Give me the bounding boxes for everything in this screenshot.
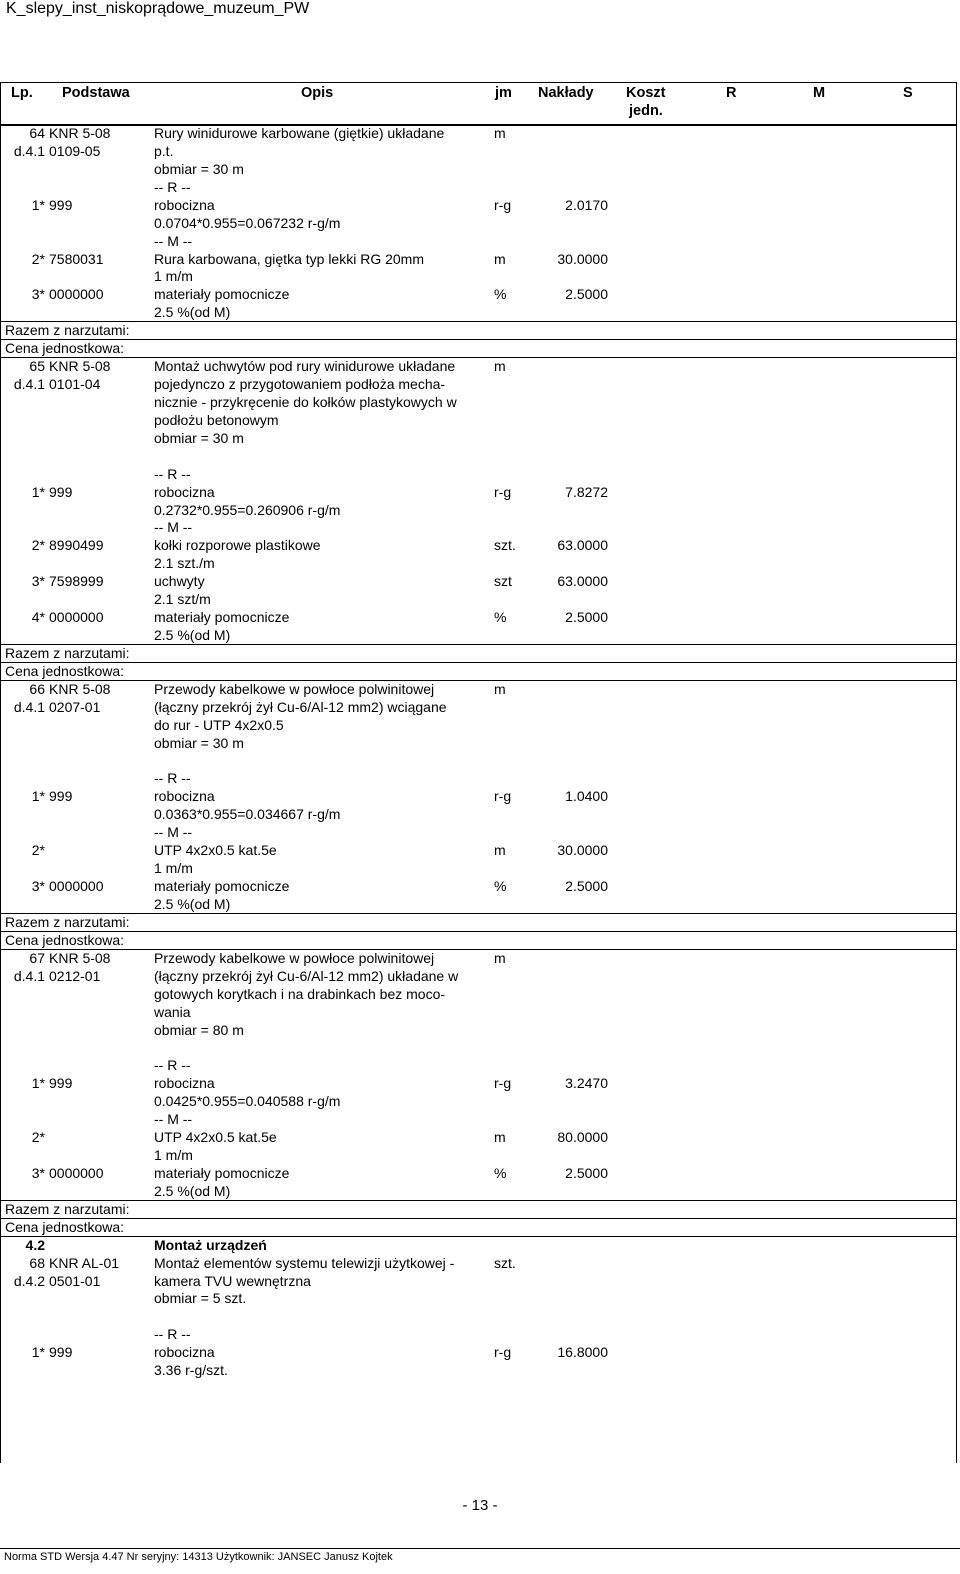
table-row — [1, 1128, 956, 1146]
cell-podstawa: 0212-01 — [49, 967, 101, 984]
cell-naklady: 3.2470 — [565, 1075, 608, 1092]
table-row — [1, 1038, 956, 1056]
cell-opis: -- M -- — [154, 519, 193, 536]
cell-naklady: 63.0000 — [557, 537, 608, 554]
table-row — [1, 554, 956, 572]
cell-podstawa: KNR 5-08 — [49, 358, 111, 375]
cell-opis: 1 m/m — [154, 268, 193, 285]
cell-opis: obmiar = 30 m — [154, 429, 244, 446]
cell-opis: kamera TVU wewnętrzna — [154, 1272, 311, 1289]
cell-opis: robocizna — [154, 1344, 215, 1361]
table-row — [1, 769, 956, 787]
cell-podstawa: 0101-04 — [49, 376, 101, 393]
table-row — [1, 823, 956, 841]
summary-row — [1, 931, 956, 949]
row-divider — [1, 931, 956, 932]
header-s: S — [903, 85, 913, 101]
row-divider — [1, 1200, 956, 1201]
cell-podstawa: 0000000 — [49, 1164, 104, 1181]
summary-row — [1, 321, 956, 339]
table-row — [1, 1021, 956, 1039]
cell-lp: 3* — [31, 1164, 45, 1181]
cell-naklady: 2.5000 — [565, 609, 608, 626]
cell-opis: UTP 4x2x0.5 kat.5e — [154, 842, 277, 859]
row-divider — [1, 1218, 956, 1219]
cell-podstawa: 999 — [49, 1344, 73, 1361]
table-row — [1, 1289, 956, 1307]
cell-opis: podłożu betonowym — [154, 411, 279, 428]
cell-opis: 1 m/m — [154, 1147, 193, 1163]
table-row — [1, 393, 956, 411]
cell-naklady: 2.5000 — [565, 878, 608, 895]
row-divider — [1, 913, 956, 914]
table-row — [1, 501, 956, 519]
cell-lp: 3* — [31, 286, 45, 303]
row-divider — [1, 357, 956, 358]
file-title: K_slepy_inst_niskoprądowe_muzeum_PW — [6, 0, 310, 17]
table-row — [1, 985, 956, 1003]
cell-podstawa: KNR AL-01 — [49, 1254, 120, 1271]
cell-lp: d.4.1 — [13, 967, 45, 984]
cell-lp: d.4.1 — [13, 698, 45, 715]
table-row — [1, 160, 956, 178]
table-row — [1, 178, 956, 196]
cell-lp: 1* — [31, 1344, 45, 1361]
table-row — [1, 465, 956, 483]
table-row — [1, 1361, 956, 1379]
cell-opis: robocizna — [154, 788, 215, 805]
cell-jm: szt — [494, 573, 512, 590]
cell-opis: obmiar = 80 m — [154, 1021, 244, 1038]
cell-naklady: 1.0400 — [565, 788, 608, 805]
summary-label: Cena jednostkowa: — [5, 662, 125, 679]
table-row — [1, 590, 956, 608]
table-row — [1, 483, 956, 501]
table-row — [1, 375, 956, 393]
cell-podstawa: 999 — [49, 196, 73, 213]
cell-lp: 4* — [31, 609, 45, 626]
cell-opis: -- R -- — [154, 178, 191, 195]
cell-jm: r-g — [494, 483, 512, 500]
table-row — [1, 429, 956, 447]
footer-text: Norma STD Wersja 4.47 Nr seryjny: 14313 Użytkownik: JANSEC Janusz Kojtek — [4, 1551, 393, 1563]
summary-label: Cena jednostkowa: — [5, 340, 125, 357]
cost-estimate-table — [0, 82, 957, 1463]
row-divider — [1, 949, 956, 950]
cell-opis: Montaż elementów systemu telewizji użytkowej - — [154, 1254, 455, 1271]
cell-jm: % — [494, 1164, 507, 1181]
cell-opis: -- R -- — [154, 1057, 191, 1074]
table-row — [1, 967, 956, 985]
table-row — [1, 716, 956, 734]
cell-opis: 0.0704*0.955=0.067232 r-g/m — [154, 214, 341, 231]
header-koszt: Koszt — [626, 85, 666, 101]
cell-podstawa: 0207-01 — [49, 698, 101, 715]
cell-lp: 2* — [31, 842, 45, 859]
cell-opis: -- R -- — [154, 1326, 191, 1343]
cell-opis: gotowych korytkach i na drabinkach bez moco- — [154, 985, 446, 1002]
table-row — [1, 411, 956, 429]
table-row — [1, 859, 956, 877]
header-podstawa: Podstawa — [62, 85, 130, 101]
table-row — [1, 518, 956, 536]
table-row — [1, 1325, 956, 1343]
cell-podstawa: 0501-01 — [49, 1272, 101, 1289]
table-row — [1, 447, 956, 465]
cell-podstawa: 0109-05 — [49, 142, 101, 159]
cell-jm: m — [494, 358, 506, 375]
cell-jm: m — [494, 1129, 506, 1146]
table-row — [1, 536, 956, 554]
cell-opis: wania — [154, 1003, 191, 1020]
cell-naklady: 2.5000 — [565, 1164, 608, 1181]
cell-opis: 3.36 r-g/szt. — [154, 1362, 228, 1379]
header-jm: jm — [495, 85, 512, 101]
cell-lp: 65 — [29, 358, 45, 375]
summary-row — [1, 662, 956, 680]
cell-opis: -- M -- — [154, 232, 193, 249]
cell-opis: Przewody kabelkowe w powłoce polwinitowej — [154, 680, 435, 697]
cell-jm: m — [494, 125, 506, 141]
table-row — [1, 357, 956, 375]
cell-opis: (łączny przekrój żył Cu-6/Al-12 mm2) układane w — [154, 967, 459, 984]
summary-label: Razem z narzutami: — [5, 322, 130, 339]
cell-naklady: 2.5000 — [565, 286, 608, 303]
cell-opis: robocizna — [154, 1075, 215, 1092]
cell-opis: kołki rozporowe plastikowe — [154, 537, 321, 554]
cell-podstawa: 7598999 — [49, 573, 104, 590]
table-row — [1, 895, 956, 913]
cell-opis: -- R -- — [154, 465, 191, 482]
summary-label: Razem z narzutami: — [5, 1200, 130, 1217]
table-row — [1, 680, 956, 698]
cell-opis: obmiar = 30 m — [154, 160, 244, 177]
table-row — [1, 1307, 956, 1325]
table-row — [1, 285, 956, 303]
cell-lp: 67 — [29, 949, 45, 966]
table-row — [1, 1254, 956, 1272]
cell-naklady: 30.0000 — [557, 842, 608, 859]
cell-lp: 3* — [31, 878, 45, 895]
cell-podstawa: 999 — [49, 788, 73, 805]
cell-opis: -- M -- — [154, 824, 193, 841]
table-row — [1, 303, 956, 321]
cell-lp: 1* — [31, 788, 45, 805]
table-row — [1, 142, 956, 160]
cell-opis: -- M -- — [154, 1111, 193, 1128]
summary-row — [1, 1218, 956, 1236]
cell-jm: r-g — [494, 196, 512, 213]
cell-jm: % — [494, 286, 507, 303]
cell-jm: m — [494, 250, 506, 267]
header-lp: Lp. — [11, 85, 33, 101]
cell-podstawa: 7580031 — [49, 250, 104, 267]
cell-opis: 0.0363*0.955=0.034667 r-g/m — [154, 806, 341, 823]
cell-lp: 1* — [31, 1075, 45, 1092]
cell-lp: d.4.1 — [13, 376, 45, 393]
table-row — [1, 1110, 956, 1128]
cell-lp: 3* — [31, 573, 45, 590]
cell-opis: materiały pomocnicze — [154, 878, 290, 895]
cell-naklady: 80.0000 — [557, 1129, 608, 1146]
cell-lp: 2* — [31, 537, 45, 554]
row-divider — [1, 662, 956, 663]
table-row — [1, 1003, 956, 1021]
cell-podstawa: 8990499 — [49, 537, 104, 554]
cell-opis: 0.2732*0.955=0.260906 r-g/m — [154, 501, 341, 518]
table-row — [1, 1164, 956, 1182]
cell-lp: 4.2 — [25, 1236, 45, 1253]
cell-opis: robocizna — [154, 196, 215, 213]
summary-row — [1, 1200, 956, 1218]
cell-jm: m — [494, 680, 506, 697]
cell-jm: r-g — [494, 1344, 512, 1361]
cell-opis: materiały pomocnicze — [154, 1164, 290, 1181]
cell-opis: 2.5 %(od M) — [154, 1182, 231, 1199]
cell-opis: materiały pomocnicze — [154, 286, 290, 303]
table-row — [1, 1074, 956, 1092]
table-row — [1, 698, 956, 716]
cell-opis: 2.5 %(od M) — [154, 304, 231, 321]
cell-lp: d.4.2 — [13, 1272, 45, 1289]
table-row — [1, 1092, 956, 1110]
cell-jm: szt. — [494, 1254, 516, 1271]
cell-jm: % — [494, 878, 507, 895]
cell-podstawa: 0000000 — [49, 286, 104, 303]
table-row — [1, 841, 956, 859]
cell-naklady: 30.0000 — [557, 250, 608, 267]
footer-divider — [0, 1548, 960, 1549]
summary-label: Razem z narzutami: — [5, 913, 130, 930]
cell-lp: 2* — [31, 1129, 45, 1146]
cell-podstawa: 999 — [49, 483, 73, 500]
cell-podstawa: 999 — [49, 1075, 73, 1092]
cell-lp: 66 — [29, 680, 45, 697]
cell-opis: Przewody kabelkowe w powłoce polwinitowej — [154, 949, 435, 966]
cell-opis: p.t. — [154, 142, 174, 159]
cell-opis: (łączny przekrój żył Cu-6/Al-12 mm2) wciągane — [154, 698, 447, 715]
cell-opis: pojedynczo z przygotowaniem podłoża mecha- — [154, 376, 446, 393]
cell-opis: 2.5 %(od M) — [154, 627, 231, 644]
cell-jm: szt. — [494, 537, 516, 554]
table-row — [1, 787, 956, 805]
table-row — [1, 572, 956, 590]
cell-lp: 2* — [31, 250, 45, 267]
table-row — [1, 626, 956, 644]
row-divider — [1, 680, 956, 681]
cell-podstawa: 0000000 — [49, 609, 104, 626]
cell-lp: 64 — [29, 125, 45, 141]
cell-opis: 2.1 szt./m — [154, 555, 215, 572]
row-divider — [1, 124, 956, 125]
header-m: M — [813, 85, 826, 101]
cell-podstawa: 0000000 — [49, 878, 104, 895]
cell-podstawa: KNR 5-08 — [49, 949, 111, 966]
cell-naklady: 7.8272 — [565, 483, 608, 500]
cell-jm: m — [494, 842, 506, 859]
summary-row — [1, 913, 956, 931]
cell-lp: d.4.1 — [13, 142, 45, 159]
table-header — [1, 82, 956, 126]
summary-row — [1, 644, 956, 662]
table-row — [1, 1182, 956, 1200]
cell-opis: Montaż urządzeń — [154, 1236, 267, 1253]
cell-naklady: 16.8000 — [557, 1344, 608, 1361]
cell-opis: nicznie - przykręcenie do kołków plastykowych w — [154, 393, 457, 410]
cell-opis: UTP 4x2x0.5 kat.5e — [154, 1129, 277, 1146]
table-row — [1, 1236, 956, 1254]
table-row — [1, 877, 956, 895]
row-divider — [1, 339, 956, 340]
table-row — [1, 1343, 956, 1361]
table-row — [1, 1146, 956, 1164]
table-row — [1, 805, 956, 823]
cell-opis: Rury winidurowe karbowane (giętkie) układane — [154, 125, 445, 141]
cell-opis: obmiar = 5 szt. — [154, 1290, 247, 1307]
cell-opis: 2.1 szt/m — [154, 591, 211, 608]
table-row — [1, 124, 956, 142]
header-r: R — [726, 85, 737, 101]
cell-podstawa: KNR 5-08 — [49, 680, 111, 697]
cell-jm: r-g — [494, 788, 512, 805]
table-row — [1, 608, 956, 626]
cell-naklady: 2.0170 — [565, 196, 608, 213]
table-row — [1, 250, 956, 268]
cell-naklady: 63.0000 — [557, 573, 608, 590]
summary-row — [1, 339, 956, 357]
cell-opis: do rur - UTP 4x2x0.5 — [154, 716, 284, 733]
cell-opis: 2.5 %(od M) — [154, 895, 231, 912]
table-row — [1, 752, 956, 770]
cell-opis: robocizna — [154, 483, 215, 500]
cell-lp: 1* — [31, 483, 45, 500]
summary-label: Razem z narzutami: — [5, 644, 130, 661]
cell-opis: materiały pomocnicze — [154, 609, 290, 626]
table-row — [1, 232, 956, 250]
row-divider — [1, 1236, 956, 1237]
table-row — [1, 267, 956, 285]
table-row — [1, 214, 956, 232]
cell-opis: Montaż uchwytów pod rury winidurowe układane — [154, 358, 456, 375]
table-row — [1, 1056, 956, 1074]
table-row — [1, 196, 956, 214]
cell-opis: uchwyty — [154, 573, 205, 590]
table-row — [1, 949, 956, 967]
cell-lp: 1* — [31, 196, 45, 213]
table-row — [1, 734, 956, 752]
table-row — [1, 1272, 956, 1290]
summary-label: Cena jednostkowa: — [5, 1218, 125, 1235]
cell-opis: 1 m/m — [154, 860, 193, 877]
header-koszt-jedn: jedn. — [629, 103, 663, 119]
cell-opis: 0.0425*0.955=0.040588 r-g/m — [154, 1093, 341, 1110]
page-number: - 13 - — [462, 1497, 498, 1514]
cell-opis: obmiar = 30 m — [154, 734, 244, 751]
cell-lp: 68 — [29, 1254, 45, 1271]
row-divider — [1, 321, 956, 322]
cell-jm: r-g — [494, 1075, 512, 1092]
cell-jm: m — [494, 949, 506, 966]
row-divider — [1, 644, 956, 645]
header-naklady: Nakłady — [538, 85, 594, 101]
header-opis: Opis — [301, 85, 334, 101]
cell-opis: -- R -- — [154, 770, 191, 787]
cell-podstawa: KNR 5-08 — [49, 125, 111, 141]
cell-jm: % — [494, 609, 507, 626]
summary-label: Cena jednostkowa: — [5, 931, 125, 948]
cell-opis: Rura karbowana, giętka typ lekki RG 20mm — [154, 250, 424, 267]
